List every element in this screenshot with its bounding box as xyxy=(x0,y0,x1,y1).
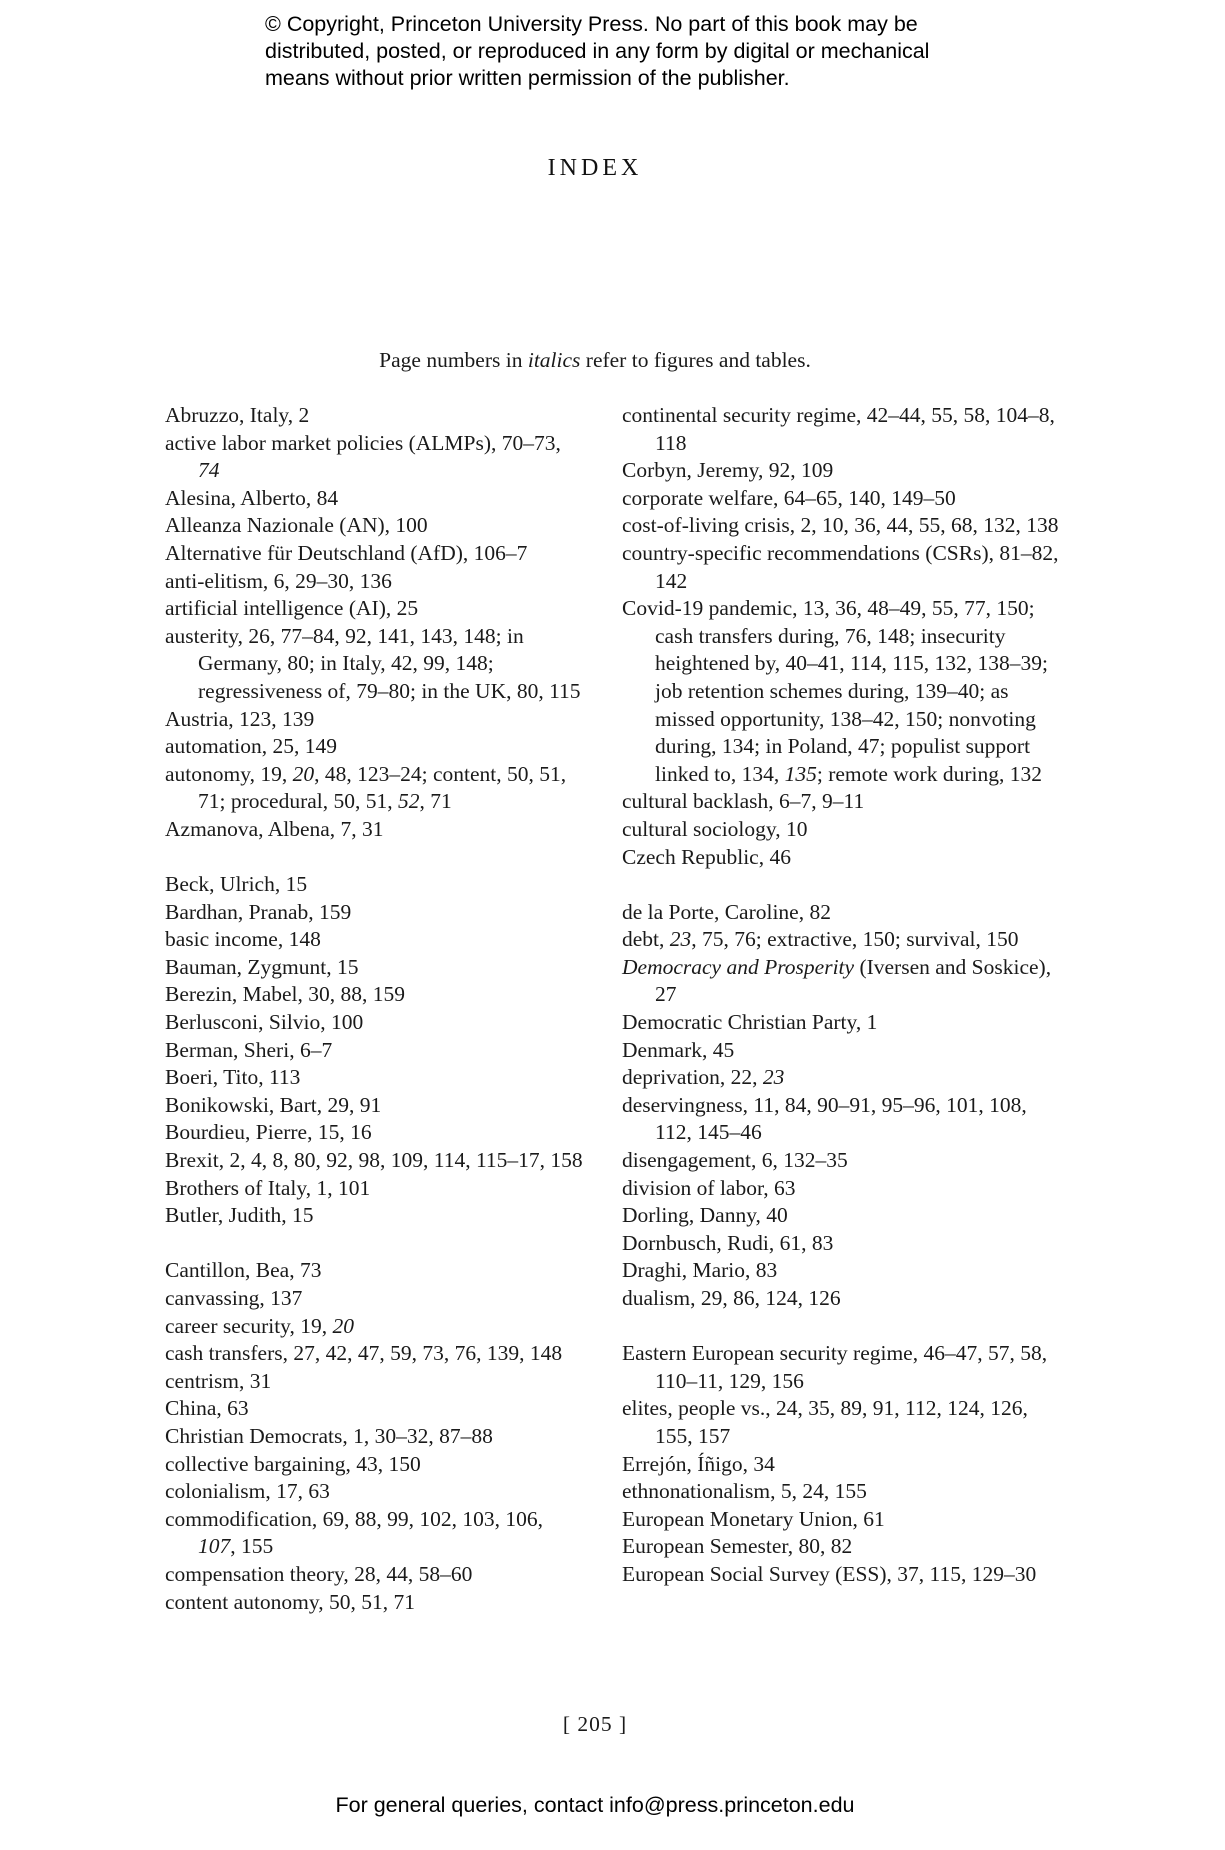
index-entry: Covid-19 pandemic, 13, 36, 48–49, 55, 77, 150; cash transfers during, 76, 148; insecurity heightened by, 40–41, 114, 115, 132, 138–39; job retention schemes during, 139–40; as missed opportunity, 138–42, 150; nonvoting during, 134; in Poland, 47; populist support linked to, 134, 135; remote work during, 132 xyxy=(622,596,1048,786)
index-entry: continental security regime, 42–44, 55, 58, 104–8, 118 xyxy=(622,403,1055,455)
copyright-line: distributed, posted, or reproduced in any form by digital or mechanical xyxy=(265,39,930,63)
index-entry: Bardhan, Pranab, 159 xyxy=(165,899,352,924)
index-entry: career security, 19, 20 xyxy=(165,1313,355,1338)
index-entry: deservingness, 11, 84, 90–91, 95–96, 101, 108, 112, 145–46 xyxy=(622,1092,1027,1145)
index-entry: division of labor, 63 xyxy=(622,1175,796,1200)
index-entry: active labor market policies (ALMPs), 70–73, 74 xyxy=(165,430,561,483)
index-entry: elites, people vs., 24, 35, 89, 91, 112, 124, 126, 155, 157 xyxy=(622,1396,1028,1448)
index-entry: debt, 23, 75, 76; extractive, 150; survival, 150 xyxy=(622,927,1019,952)
index-entry: cash transfers, 27, 42, 47, 59, 73, 76, 139, 148 xyxy=(165,1341,563,1366)
index-entry: Bonikowski, Bart, 29, 91 xyxy=(165,1092,382,1117)
index-entry: Eastern European security regime, 46–47, 57, 58, 110–11, 129, 156 xyxy=(622,1341,1048,1393)
index-entry: Berezin, Mabel, 30, 88, 159 xyxy=(165,982,406,1007)
index-entry: austerity, 26, 77–84, 92, 141, 143, 148; in Germany, 80; in Italy, 42, 99, 148; regressiveness of, 79–80; in the UK, 80, 115 xyxy=(165,623,581,703)
index-entry: Alternative für Deutschland (AfD), 106–7 xyxy=(165,540,528,565)
index-entry: Butler, Judith, 15 xyxy=(165,1203,314,1228)
index-entry: Abruzzo, Italy, 2 xyxy=(165,403,310,427)
index-entry: Berman, Sheri, 6–7 xyxy=(165,1037,333,1062)
footer-contact: For general queries, contact info@press.princeton.edu xyxy=(335,1793,855,1817)
index-entry: Cantillon, Bea, 73 xyxy=(165,1258,322,1283)
index-entry: Austria, 123, 139 xyxy=(165,706,315,731)
index-column-left xyxy=(165,402,585,1616)
index-entry: Denmark, 45 xyxy=(622,1037,735,1062)
index-note-before: Page numbers in xyxy=(379,348,528,372)
index-entry: Boeri, Tito, 113 xyxy=(165,1065,301,1090)
index-entry: canvassing, 137 xyxy=(165,1286,303,1310)
index-entry: corporate welfare, 64–65, 140, 149–50 xyxy=(622,485,956,510)
index-entry: disengagement, 6, 132–35 xyxy=(622,1148,848,1173)
index-entry: cultural sociology, 10 xyxy=(622,816,808,841)
index-note-italic: italics xyxy=(527,348,581,372)
index-entry: Brothers of Italy, 1, 101 xyxy=(165,1175,371,1200)
index-entry: automation, 25, 149 xyxy=(165,734,337,759)
page-title: INDEX xyxy=(547,155,643,181)
index-entry: Draghi, Mario, 83 xyxy=(622,1258,778,1283)
index-entry: commodification, 69, 88, 99, 102, 103, 106, 107, 155 xyxy=(165,1506,544,1559)
copyright-notice xyxy=(265,11,1025,92)
index-entry: Brexit, 2, 4, 8, 80, 92, 98, 109, 114, 115–17, 158 xyxy=(165,1148,583,1173)
index-entry: Christian Democrats, 1, 30–32, 87–88 xyxy=(165,1423,493,1448)
index-entry: Bauman, Zygmunt, 15 xyxy=(165,954,359,979)
index-entry: European Semester, 80, 82 xyxy=(622,1534,853,1559)
index-entry: compensation theory, 28, 44, 58–60 xyxy=(165,1561,473,1586)
index-entry: anti-elitism, 6, 29–30, 136 xyxy=(165,568,392,593)
index-entry: cultural backlash, 6–7, 9–11 xyxy=(622,789,865,814)
index-entry: colonialism, 17, 63 xyxy=(165,1479,330,1504)
page-number: [ 205 ] xyxy=(562,1712,628,1736)
index-entry: Czech Republic, 46 xyxy=(622,844,791,869)
index-entry: European Monetary Union, 61 xyxy=(622,1506,885,1531)
index-entry: Alleanza Nazionale (AN), 100 xyxy=(165,513,428,538)
index-entry: Bourdieu, Pierre, 15, 16 xyxy=(165,1120,372,1145)
index-entry: Beck, Ulrich, 15 xyxy=(165,872,308,897)
index-entry: collective bargaining, 43, 150 xyxy=(165,1451,421,1476)
index-entry: Democratic Christian Party, 1 xyxy=(622,1010,878,1035)
index-entry: autonomy, 19, 20, 48, 123–24; content, 50, 51, 71; procedural, 50, 51, 52, 71 xyxy=(165,761,567,814)
index-entry: Errejón, Íñigo, 34 xyxy=(622,1451,775,1476)
index-column-right xyxy=(622,402,1062,1589)
index-note xyxy=(0,348,1190,373)
index-entry: basic income, 148 xyxy=(165,927,321,952)
copyright-line: means without prior written permission of the publisher. xyxy=(265,66,790,90)
copyright-line: © Copyright, Princeton University Press. No part of this book may be xyxy=(265,12,918,36)
index-entry: dualism, 29, 86, 124, 126 xyxy=(622,1286,841,1310)
index-entry: de la Porte, Caroline, 82 xyxy=(622,899,831,924)
index-entry: ethnonationalism, 5, 24, 155 xyxy=(622,1479,867,1504)
index-entry: content autonomy, 50, 51, 71 xyxy=(165,1589,416,1614)
index-entry: Alesina, Alberto, 84 xyxy=(165,485,339,510)
index-entry: Dornbusch, Rudi, 61, 83 xyxy=(622,1230,834,1255)
index-entry: Azmanova, Albena, 7, 31 xyxy=(165,816,384,841)
index-entry: Corbyn, Jeremy, 92, 109 xyxy=(622,458,834,483)
index-entry: Dorling, Danny, 40 xyxy=(622,1203,788,1228)
index-note-after: refer to figures and tables. xyxy=(580,348,811,372)
index-entry: centrism, 31 xyxy=(165,1368,272,1393)
index-entry: European Social Survey (ESS), 37, 115, 129–30 xyxy=(622,1561,1037,1586)
index-entry: deprivation, 22, 23 xyxy=(622,1065,785,1090)
index-entry: Berlusconi, Silvio, 100 xyxy=(165,1010,364,1035)
index-entry: artificial intelligence (AI), 25 xyxy=(165,596,419,621)
index-entry: Democracy and Prosperity (Iversen and Soskice), 27 xyxy=(622,954,1052,1007)
index-entry: China, 63 xyxy=(165,1396,249,1421)
index-entry: cost-of-living crisis, 2, 10, 36, 44, 55, 68, 132, 138 xyxy=(622,513,1059,538)
index-entry: country-specific recommendations (CSRs), 81–82, 142 xyxy=(622,540,1059,593)
